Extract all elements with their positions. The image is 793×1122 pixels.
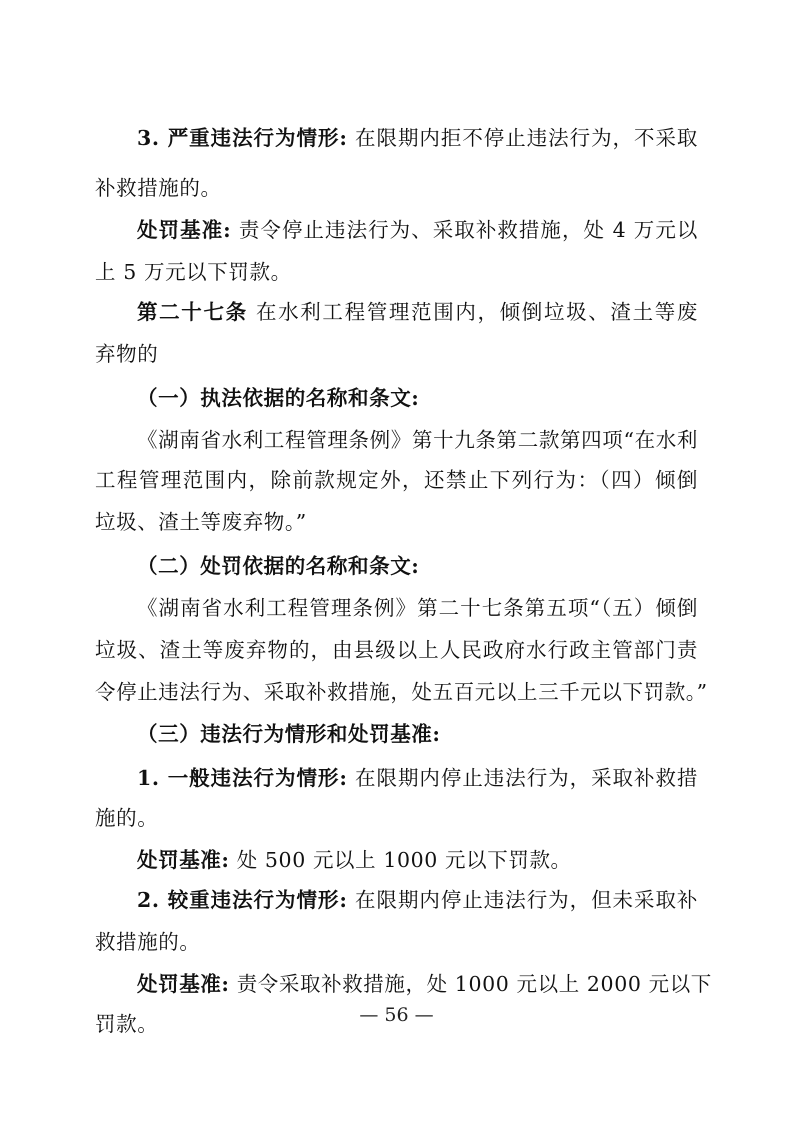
line-text: 在限期内停止违法行为，采取补救措 [347, 766, 699, 790]
line-text: 在限期内停止违法行为，但未采取补 [347, 888, 699, 912]
text-line [137, 298, 698, 326]
text-line [137, 720, 698, 748]
line-text: 责令停止违法行为、采取补救措施，处 4 万元以 [231, 218, 698, 242]
line-text: 救措施的。 [95, 930, 201, 954]
text-line [137, 216, 698, 244]
bold-lead: 2. 较重违法行为情形: [137, 888, 348, 912]
bold-lead: 处罚基准: [137, 972, 230, 996]
line-text: 弃物的 [95, 342, 159, 366]
text-line [95, 466, 698, 494]
line-text: 在限期内拒不停止违法行为，不采取 [347, 126, 699, 150]
line-text: 罚款。 [95, 1012, 159, 1036]
line-text: 在水利工程管理范围内，倾倒垃圾、渣土等废 [247, 300, 698, 324]
text-line [95, 258, 698, 286]
text-line [95, 678, 708, 706]
line-text: 施的。 [95, 806, 159, 830]
line-text: 垃圾、渣土等废弃物。” [95, 510, 307, 534]
text-line [137, 886, 698, 914]
line-text: 工程管理范围内，除前款规定外，还禁止下列行为：（四）倾倒 [95, 468, 698, 492]
line-text: 补救措施的。 [95, 176, 222, 200]
text-line [137, 764, 698, 792]
text-line [137, 124, 698, 152]
text-line [137, 846, 698, 874]
bold-lead: （二）处罚依据的名称和条文: [137, 554, 420, 578]
line-text: 责令采取补救措施，处 1000 元以上 2000 元以下 [229, 972, 712, 996]
text-line [95, 928, 698, 956]
bold-lead: 3. 严重违法行为情形: [137, 126, 348, 150]
text-line [137, 594, 698, 622]
line-text: 《湖南省水利工程管理条例》第二十七条第五项“（五）倾倒 [137, 596, 698, 620]
text-line [95, 636, 698, 664]
text-line [137, 384, 698, 412]
bold-lead: 处罚基准: [137, 848, 230, 872]
page-number: — 56 — [359, 1004, 434, 1026]
text-line [95, 508, 698, 536]
text-line [137, 426, 698, 454]
line-text: 《湖南省水利工程管理条例》第十九条第二款第四项“在水利 [137, 428, 698, 452]
line-text: 上 5 万元以下罚款。 [95, 260, 292, 284]
line-text: 处 500 元以上 1000 元以下罚款。 [229, 848, 572, 872]
text-line [95, 804, 698, 832]
bold-lead: （一）执法依据的名称和条文: [137, 386, 420, 410]
line-text: 垃圾、渣土等废弃物的，由县级以上人民政府水行政主管部门责 [95, 638, 698, 662]
text-line [137, 970, 712, 998]
bold-lead: （三）违法行为情形和处罚基准: [137, 722, 441, 746]
bold-lead: 第二十七条 [137, 300, 248, 324]
line-text: 令停止违法行为、采取补救措施，处五百元以上三千元以下罚款。” [95, 680, 708, 704]
text-line [137, 552, 698, 580]
text-line [95, 340, 698, 368]
text-line [95, 174, 698, 202]
bold-lead: 处罚基准: [137, 218, 232, 242]
bold-lead: 1. 一般违法行为情形: [137, 766, 348, 790]
